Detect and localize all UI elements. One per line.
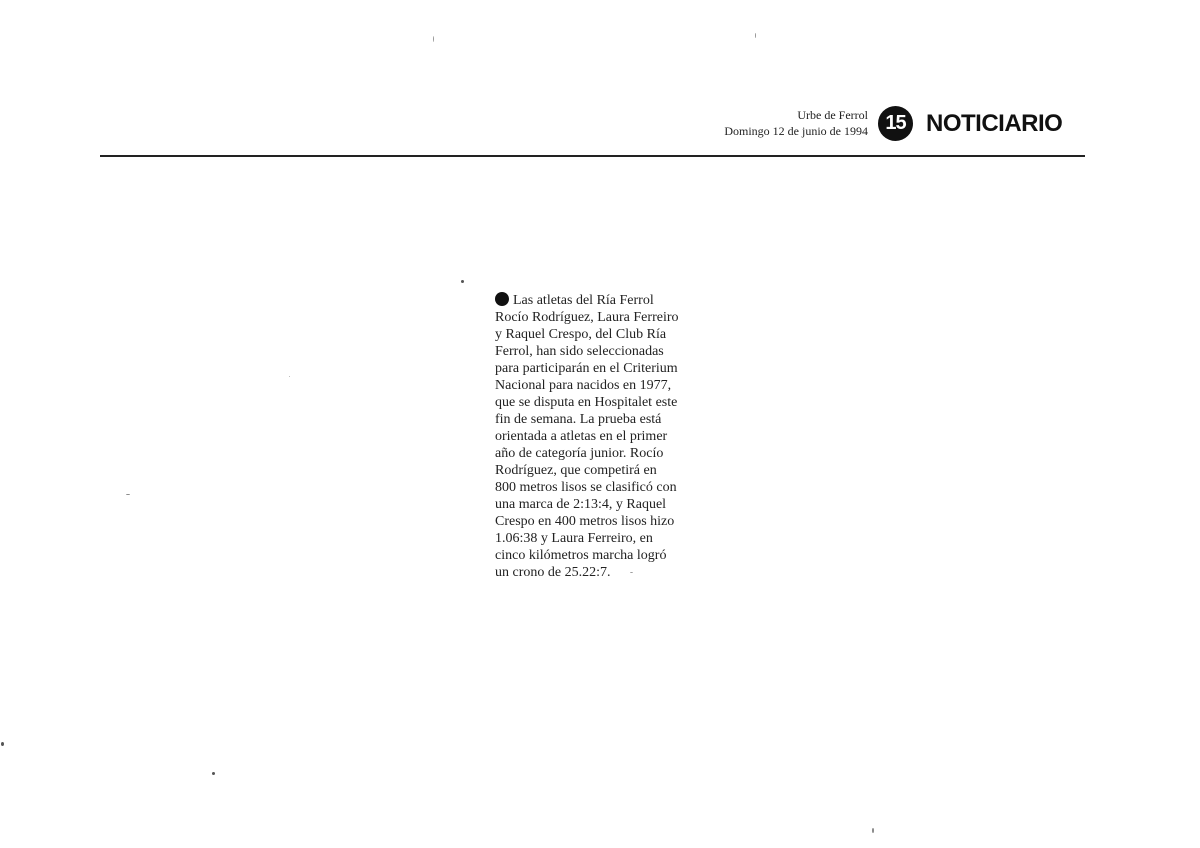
article-line: año de categoría junior. Rocío xyxy=(495,446,664,461)
article-line: 1.06:38 y Laura Ferreiro, en xyxy=(495,531,653,546)
article-line xyxy=(495,292,700,309)
publication-name: Urbe de Ferrol xyxy=(797,108,868,122)
article-line: orientada a atletas en el primer xyxy=(495,429,668,444)
article-line: 800 metros lisos se clasificó con xyxy=(495,480,677,495)
article-line: fin de semana. La prueba está xyxy=(495,412,662,427)
article-line: Ferrol, han sido seleccionadas xyxy=(495,344,664,359)
scan-speck xyxy=(1,742,4,746)
scan-speck xyxy=(461,280,464,283)
scan-speck xyxy=(630,572,633,573)
scan-speck xyxy=(289,376,290,377)
article-line: cinco kilómetros marcha logró xyxy=(495,548,667,563)
header-divider xyxy=(100,155,1085,157)
article-line: Rocío Rodríguez, Laura Ferreiro xyxy=(495,310,679,325)
article-line: Nacional para nacidos en 1977, xyxy=(495,378,672,393)
scan-speck xyxy=(212,772,215,775)
article-line-text: Las atletas del Ría Ferrol xyxy=(513,293,654,308)
page-number-badge: 15 xyxy=(878,106,913,141)
scan-speck xyxy=(126,494,130,495)
scan-speck xyxy=(872,828,874,833)
article-line: para participarán en el Criterium xyxy=(495,361,678,376)
article-line: Crespo en 400 metros lisos hizo xyxy=(495,514,675,529)
scan-speck xyxy=(755,33,756,38)
news-brief xyxy=(495,292,700,581)
section-title: NOTICIARIO xyxy=(926,110,1063,137)
article-line: y Raquel Crespo, del Club Ría xyxy=(495,327,667,342)
article-line: Rodríguez, que competirá en xyxy=(495,463,657,478)
filled-circle-bullet-icon xyxy=(495,292,509,306)
article-line: que se disputa en Hospitalet este xyxy=(495,395,678,410)
masthead-info xyxy=(724,107,868,139)
article-line: una marca de 2:13:4, y Raquel xyxy=(495,497,667,512)
article-line: un crono de 25.22:7. xyxy=(495,565,611,580)
scan-speck xyxy=(433,36,434,42)
publication-date: Domingo 12 de junio de 1994 xyxy=(724,124,868,138)
